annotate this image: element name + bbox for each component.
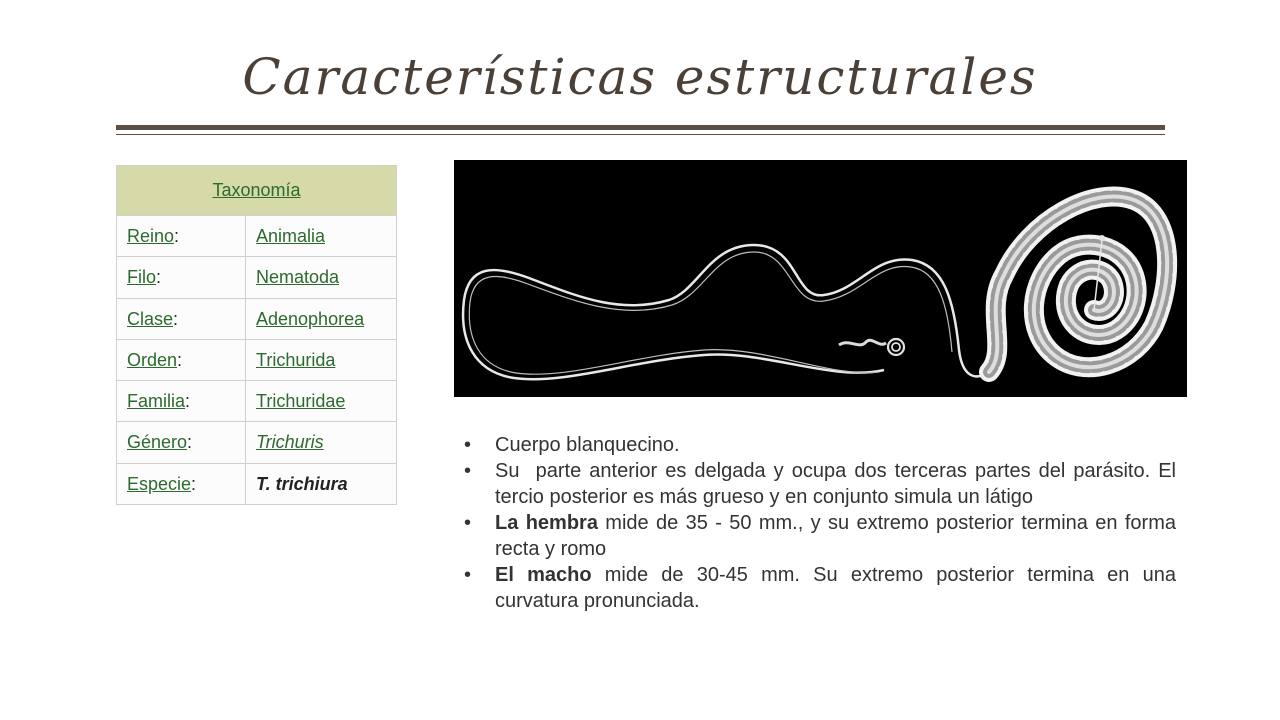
adenophorea-link[interactable]: Adenophorea [256,308,365,329]
taxonomy-table [116,165,397,505]
key-colon: : [191,473,197,494]
key-colon: : [177,349,183,370]
genero-link[interactable]: Género [127,432,188,453]
reino-link[interactable]: Reino [127,226,175,246]
title-divider-thin [116,134,1165,135]
taxonomy-row-reino [117,216,397,257]
key-colon: : [174,226,180,246]
bullet-dot: • [464,434,472,456]
bullet-text: Su parte anterior es delgada y ocupa dos terceras partes del parásito. El tercio posterior es más grueso y en conjunto simula un látigo [495,460,1182,508]
taxonomy-key-cell [117,463,246,504]
bullet-dot: • [464,512,472,534]
taxonomy-key-cell [117,216,246,257]
taxonomy-row-familia [117,381,397,422]
taxonomy-value-cell [246,339,397,380]
trichuridae-link[interactable]: Trichuridae [256,391,346,412]
bullet-lead: La hembra [495,512,598,534]
trichurida-link[interactable]: Trichurida [256,349,336,370]
bullet-text: mide de 35 - 50 mm., y su extremo posterior termina en forma recta y romo [495,512,1176,560]
bullet-lead: El macho [495,564,592,586]
whipworm-illustration [454,160,1187,397]
bullet-text: Cuerpo blanquecino. [495,434,680,456]
bullet-dot: • [464,564,472,586]
characteristics-list [462,432,1182,614]
taxonomy-key-cell [117,422,246,463]
species-name: T. trichiura [256,473,348,494]
taxonomy-value-cell [246,381,397,422]
bullet-dot: • [464,460,472,482]
taxonomy-row-orden [117,339,397,380]
taxonomy-value-cell [246,216,397,257]
list-item [462,432,1176,458]
key-colon: : [187,432,193,453]
taxonomy-key-cell [117,381,246,422]
especie-link[interactable]: Especie [127,473,192,494]
taxonomy-value-cell [246,257,397,298]
familia-link[interactable]: Familia [127,391,186,412]
worm-anterior-outline [463,245,989,379]
taxonomy-value-cell [246,422,397,463]
taxonomy-row-especie [117,463,397,504]
taxonomy-value-cell [246,298,397,339]
male-coil [839,340,886,345]
taxonomy-key-cell [117,257,246,298]
key-colon: : [173,308,179,329]
slide-title: Características estructurales [242,48,1038,106]
clase-link[interactable]: Clase [127,308,174,329]
taxonomy-row-clase [117,298,397,339]
taxonomy-header-row [117,166,397,216]
nematoda-link[interactable]: Nematoda [256,267,340,288]
taxonomy-header-link[interactable]: Taxonomía [212,180,301,201]
taxonomy-value-cell [246,463,397,504]
trichuris-link[interactable]: Trichuris [256,432,324,453]
taxonomy-header-cell [117,166,397,216]
whipworm-drawing [454,160,1187,397]
orden-link[interactable]: Orden [127,349,178,370]
female-spiral [989,197,1167,372]
taxonomy-row-filo [117,257,397,298]
animalia-link[interactable]: Animalia [256,226,326,246]
list-item [462,562,1176,614]
title-divider-thick [116,125,1165,130]
taxonomy-row-genero [117,422,397,463]
list-item [462,510,1176,562]
taxonomy-key-cell [117,298,246,339]
taxonomy-key-cell [117,339,246,380]
key-colon: : [156,267,162,288]
list-item [462,458,1182,510]
bullet-text: mide de 30-45 mm. Su extremo posterior termina en una curvatura pronunciada. [495,564,1176,612]
filo-link[interactable]: Filo [127,267,157,288]
key-colon: : [185,391,191,412]
